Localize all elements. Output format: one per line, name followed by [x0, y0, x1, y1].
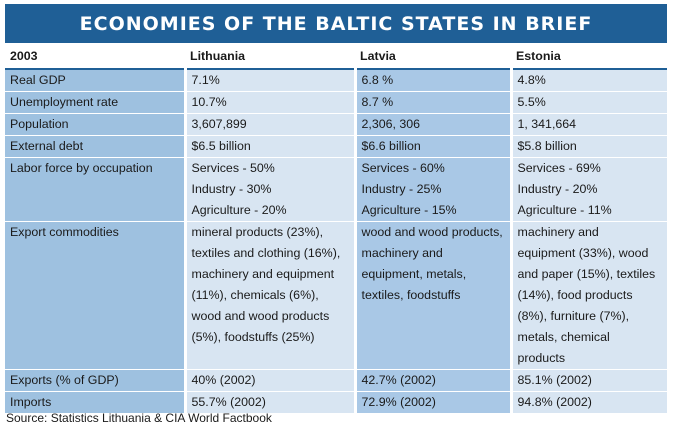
cell-line: equipment (33%), wood [517, 246, 649, 260]
cell-line: 5.5% [517, 95, 546, 109]
cell-estonia [511, 222, 667, 370]
cell-line: Agriculture - 15% [361, 203, 457, 217]
cell-line: 8.7 % [361, 95, 394, 109]
cell-line: wood and wood products [191, 309, 330, 323]
cell-line: textiles, foodstuffs [361, 288, 461, 302]
table-row [5, 114, 667, 136]
cell-line: 94.8% (2002) [517, 395, 592, 409]
cell-line: Industry - 20% [517, 182, 598, 196]
cell-line: and paper (15%), textiles [517, 267, 656, 281]
infographic-table [5, 4, 667, 408]
cell-line: 1, 341,664 [517, 117, 577, 131]
table-row [5, 136, 667, 158]
cell-line: Agriculture - 11% [517, 203, 612, 217]
cell-line: metals, chemical [517, 330, 610, 344]
table-row [5, 222, 667, 370]
cell-estonia [511, 114, 667, 136]
cell-latvia [355, 114, 511, 136]
cell-line: machinery and [361, 246, 443, 260]
table-body [5, 69, 667, 414]
source-note: Source: Statistics Lithuania & CIA World Factbook [6, 411, 272, 425]
economies-table [5, 45, 667, 414]
cell-line: $5.8 billion [517, 139, 577, 153]
cell-lithuania [185, 69, 355, 92]
cell-line: Services - 69% [517, 161, 601, 175]
table-row [5, 69, 667, 92]
cell-line: $6.6 billion [361, 139, 421, 153]
cell-lithuania [185, 114, 355, 136]
cell-estonia [511, 92, 667, 114]
header-year: 2003 [5, 45, 185, 69]
cell-line: mineral products (23%), [191, 225, 324, 239]
cell-latvia [355, 370, 511, 392]
cell-lithuania [185, 222, 355, 370]
row-label: Real GDP [5, 69, 185, 92]
cell-latvia [355, 69, 511, 92]
cell-estonia [511, 392, 667, 414]
row-label: External debt [5, 136, 185, 158]
header-row [5, 45, 667, 69]
cell-line: products [517, 351, 566, 365]
cell-line: Industry - 30% [191, 182, 272, 196]
row-label: Labor force by occupation [5, 158, 185, 222]
cell-line: wood and wood products, [361, 225, 503, 239]
cell-line: 40% (2002) [191, 373, 256, 387]
cell-line: 72.9% (2002) [361, 395, 436, 409]
table-row [5, 370, 667, 392]
row-label: Population [5, 114, 185, 136]
row-label: Exports (% of GDP) [5, 370, 185, 392]
cell-line: 2,306, 306 [361, 117, 421, 131]
cell-lithuania [185, 158, 355, 222]
cell-line: (5%), foodstuffs (25%) [191, 330, 315, 344]
cell-latvia [355, 392, 511, 414]
cell-line: 7.1% [191, 73, 220, 87]
cell-lithuania [185, 136, 355, 158]
table-title: ECONOMIES OF THE BALTIC STATES IN BRIEF [5, 4, 667, 43]
row-label: Unemployment rate [5, 92, 185, 114]
cell-line: 6.8 % [361, 73, 394, 87]
cell-line: Industry - 25% [361, 182, 442, 196]
cell-line: 42.7% (2002) [361, 373, 436, 387]
cell-line: Services - 60% [361, 161, 445, 175]
cell-latvia [355, 136, 511, 158]
cell-line: (14%), food products [517, 288, 633, 302]
cell-line: Services - 50% [191, 161, 275, 175]
cell-line: 10.7% [191, 95, 227, 109]
cell-estonia [511, 136, 667, 158]
cell-line: machinery and [517, 225, 599, 239]
table-row [5, 158, 667, 222]
cell-latvia [355, 158, 511, 222]
cell-line: 4.8% [517, 73, 546, 87]
row-label: Imports [5, 392, 185, 414]
table-row [5, 92, 667, 114]
cell-line: (8%), furniture (7%), [517, 309, 630, 323]
cell-latvia [355, 222, 511, 370]
cell-line: Agriculture - 20% [191, 203, 287, 217]
cell-line: machinery and equipment [191, 267, 335, 281]
cell-latvia [355, 92, 511, 114]
cell-line: equipment, metals, [361, 267, 467, 281]
cell-line: (11%), chemicals (6%), [191, 288, 319, 302]
cell-lithuania [185, 92, 355, 114]
cell-line: 3,607,899 [191, 117, 247, 131]
header-estonia: Estonia [511, 45, 667, 69]
cell-estonia [511, 370, 667, 392]
cell-line: textiles and clothing (16%), [191, 246, 341, 260]
cell-estonia [511, 69, 667, 92]
header-latvia: Latvia [355, 45, 511, 69]
cell-line: 55.7% (2002) [191, 395, 266, 409]
header-lithuania: Lithuania [185, 45, 355, 69]
row-label: Export commodities [5, 222, 185, 370]
cell-line: 85.1% (2002) [517, 373, 592, 387]
cell-line: $6.5 billion [191, 139, 251, 153]
cell-estonia [511, 158, 667, 222]
cell-lithuania [185, 370, 355, 392]
